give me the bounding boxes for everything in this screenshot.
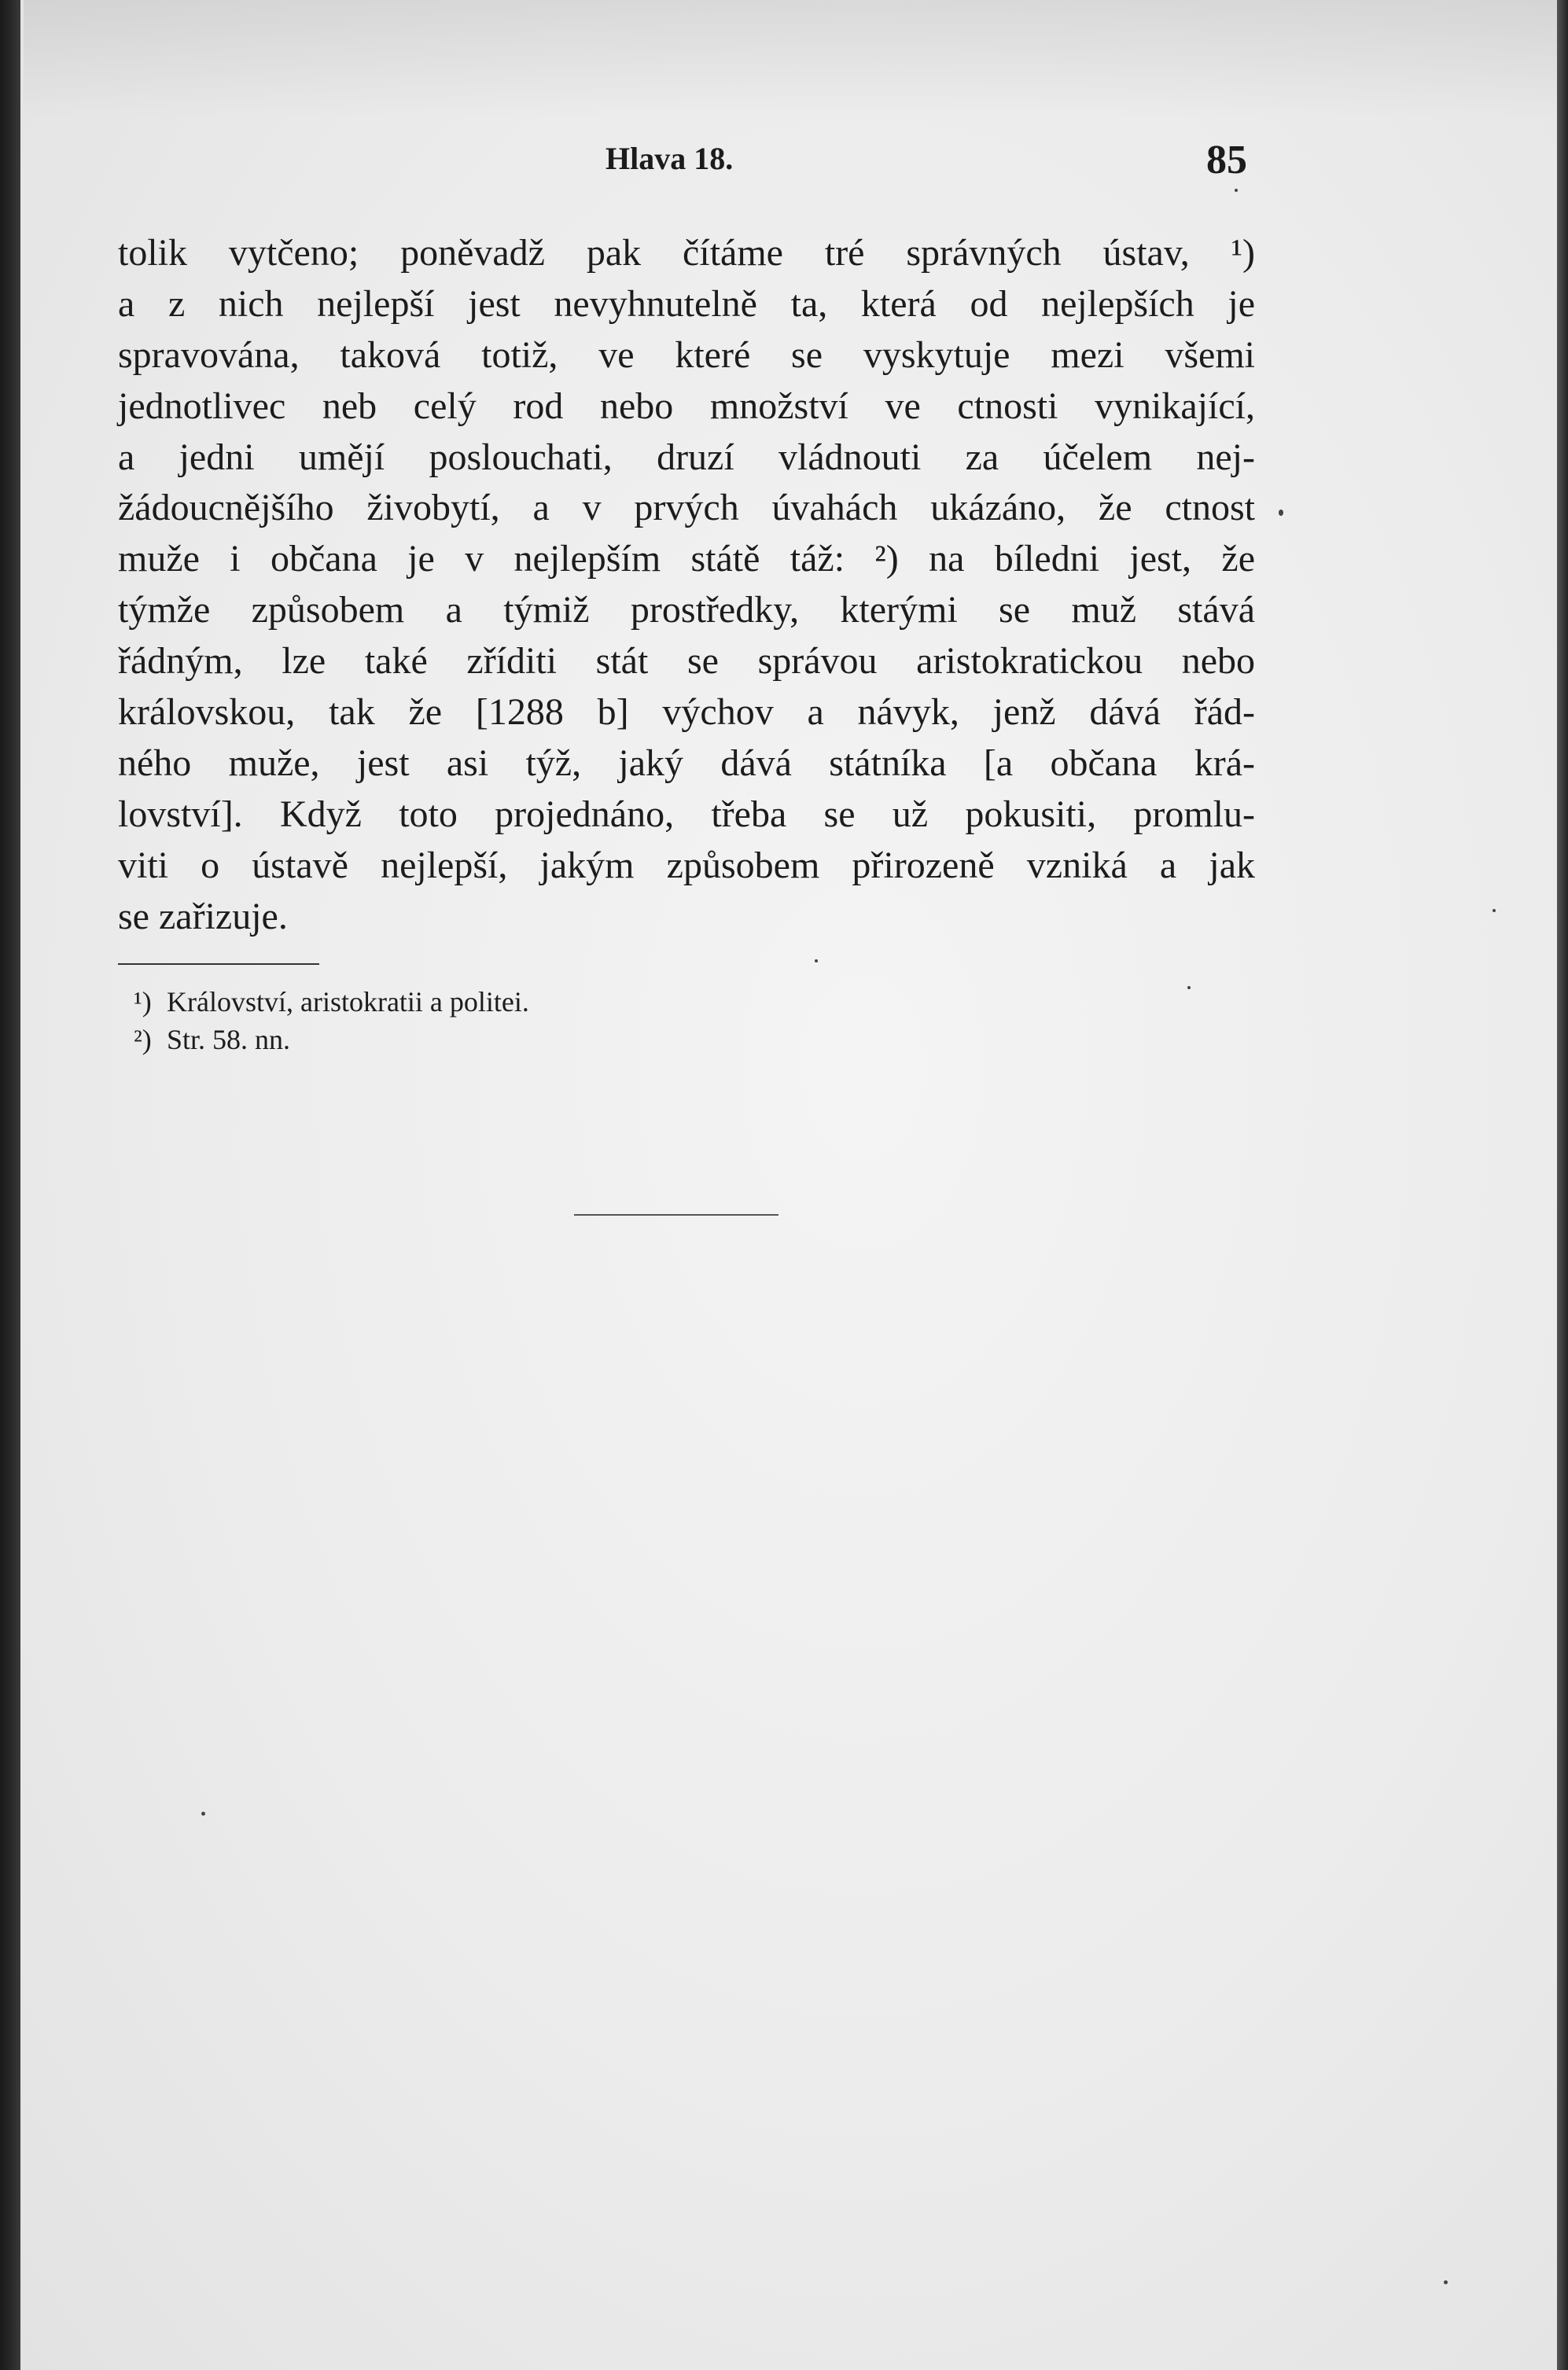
footnote-separator: [118, 963, 319, 965]
footnote: [134, 1021, 1110, 1058]
text-line: ného muže, jest asi týž, jaký dává státníka [a občana krá-: [118, 742, 1255, 784]
top-paper-grain: [24, 0, 1557, 118]
ink-speck: [1444, 2280, 1448, 2284]
text-line: a z nich nejlepší jest nevyhnutelně ta, která od nejlepších je: [118, 282, 1255, 325]
text-line: spravována, taková totiž, ve které se vyskytuje mezi všemi: [118, 333, 1255, 376]
page-right-edge-shadow: [1557, 0, 1568, 2370]
text-line: žádoucnějšího živobytí, a v prvých úvahách ukázáno, že ctnost: [118, 487, 1255, 529]
ink-speck: [1187, 986, 1191, 989]
ink-speck: [815, 959, 818, 962]
text-line: muže i občana je v nejlepším státě táž: ²) na bíledni jest, že: [118, 538, 1255, 580]
ink-speck: [1279, 510, 1283, 516]
page-header: [0, 132, 1568, 195]
footnote: [134, 983, 1110, 1021]
text-line: lovství]. Když toto projednáno, třeba se už pokusiti, promlu-: [118, 793, 1255, 835]
text-line: královskou, tak že [1288 b] výchov a návyk, jenž dává řád-: [118, 691, 1255, 734]
page-left-edge-shadow: [0, 0, 20, 2370]
footnote-mark: ²): [134, 1024, 152, 1055]
text-line: jednotlivec neb celý rod nebo množství ve ctnosti vynikající,: [118, 385, 1255, 427]
footnote-mark: ¹): [134, 986, 152, 1018]
ink-speck: [201, 1812, 205, 1816]
ink-speck: [1493, 909, 1496, 912]
text-line: viti o ústavě nejlepší, jakým způsobem přirozeně vzniká a jak: [118, 844, 1255, 886]
footnote-text: Království, aristokratii a politei.: [167, 986, 529, 1018]
ink-speck: [1235, 189, 1238, 192]
body-text: [118, 228, 1255, 942]
text-line: řádným, lze také zříditi stát se správou aristokratickou nebo: [118, 640, 1255, 683]
running-head: Hlava 18.: [605, 141, 734, 176]
page-number: 85: [1206, 138, 1247, 182]
text-line: a jedni umějí poslouchati, druzí vládnouti za účelem nej-: [118, 436, 1255, 478]
text-line: se zařizuje.: [118, 895, 288, 937]
footnotes: [134, 983, 1110, 1058]
end-rule: [574, 1214, 778, 1216]
text-line: týmže způsobem a týmiž prostředky, kterými se muž stává: [118, 589, 1255, 631]
text-line: tolik vytčeno; poněvadž pak čítáme tré správných ústav, ¹): [118, 232, 1255, 274]
footnote-text: Str. 58. nn.: [167, 1024, 291, 1055]
